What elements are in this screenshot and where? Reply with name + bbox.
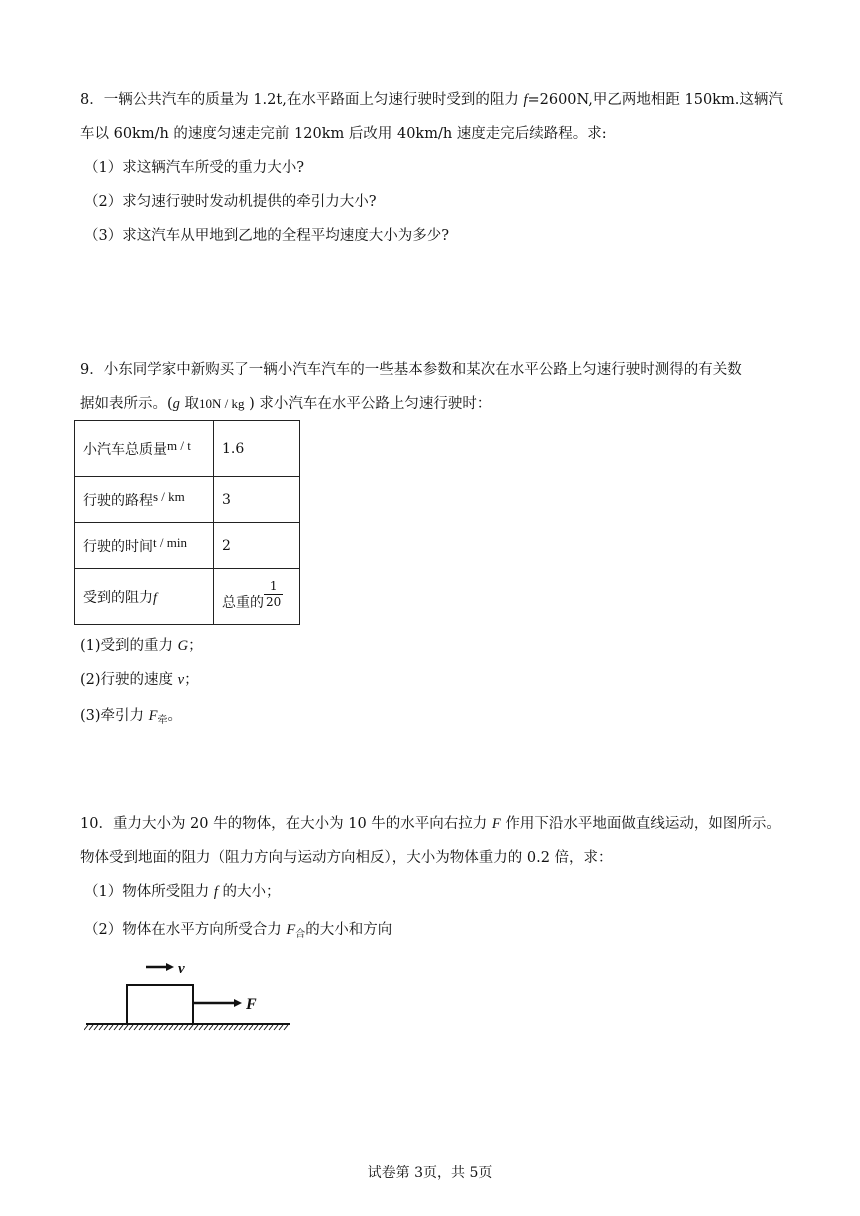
table-row (75, 421, 300, 477)
ground-hatch (189, 1025, 193, 1030)
table-unit: f (153, 590, 157, 606)
q10-line2: 物体受到地面的阻力（阻力方向与运动方向相反），大小为物体重力的 0.2 倍，求： (80, 850, 613, 866)
ground-hatch (279, 1025, 283, 1030)
ground-hatch (229, 1025, 233, 1030)
q8-sub3: （3）求这汽车从甲地到乙地的全程平均速度大小为多少? (84, 228, 449, 244)
ground-hatch (129, 1025, 133, 1030)
q10-line1: 10．重力大小为 20 牛的物体，在大小为 10 牛的水平向右拉力 F 作用下沿水平地面做直线运动，如图所示。 (80, 816, 781, 832)
ground-hatch (154, 1025, 158, 1030)
ground-hatch (124, 1025, 128, 1030)
q8-sub2: （2）求匀速行驶时发动机提供的牵引力大小? (84, 194, 377, 210)
page-footer: 试卷第 3页，共 5页 (367, 1165, 493, 1181)
table-label: 行驶的路程 (83, 492, 153, 509)
ground-hatch (114, 1025, 118, 1030)
q9-sub2: (2)行驶的速度 v； (80, 672, 199, 688)
ground-hatch (224, 1025, 228, 1030)
block-force-diagram (84, 958, 294, 1034)
ground-hatch (274, 1025, 278, 1030)
q9-line1: 9．小东同学家中新购买了一辆小汽车汽车的一些基本参数和某次在水平公路上匀速行驶时测得的有关数 (80, 362, 742, 378)
table-value: 1.6 (214, 421, 300, 477)
ground-hatch (104, 1025, 108, 1030)
ground-hatch (119, 1025, 123, 1030)
table-value-prefix: 总重的 (222, 594, 264, 611)
q8-line2: 车以 60km/h 的速度匀速走完前 120km 后改用 40km/h 速度走完后续路程。求: (80, 126, 607, 142)
ground-hatch (99, 1025, 103, 1030)
table-row (75, 523, 300, 569)
q8-sub1: （1）求这辆汽车所受的重力大小? (84, 160, 304, 176)
block (127, 985, 193, 1024)
q10-F-subscript: 合 (295, 929, 306, 940)
ground-hatch (259, 1025, 263, 1030)
q10-sub1: （1）物体所受阻力 f 的大小； (84, 884, 281, 900)
ground-hatch (199, 1025, 203, 1030)
q9-line2: 据如表所示。(g 取10N / kg ) 求小汽车在水平公路上匀速行驶时： (80, 396, 492, 412)
table-row (75, 569, 300, 625)
table-label: 受到的阻力 (83, 589, 153, 606)
table-unit: m / t (167, 437, 191, 453)
ground-hatch (249, 1025, 253, 1030)
ground-hatch (284, 1025, 288, 1030)
q10-sub2: （2）物体在水平方向所受合力 $F_合$的大小和方向 (84, 922, 393, 940)
ground-hatch (239, 1025, 243, 1030)
fraction: $\frac{1}{20}$ (266, 579, 282, 609)
F-label: F (246, 996, 257, 1013)
ground-hatch (144, 1025, 148, 1030)
force-arrow (193, 999, 242, 1007)
q8-line1: 8．一辆公共汽车的质量为 1.2t,在水平路面上匀速行驶时受到的阻力 f=2600N,甲乙两地相距 150km.这辆汽 (80, 92, 783, 108)
ground-hatch (139, 1025, 143, 1030)
ground-hatch (94, 1025, 98, 1030)
q9-g-symbol: g (172, 396, 180, 412)
ground-hatch (234, 1025, 238, 1030)
ground-hatch (134, 1025, 138, 1030)
ground-hatch (219, 1025, 223, 1030)
ground-hatch (164, 1025, 168, 1030)
table-label: 行驶的时间 (83, 538, 153, 555)
ground-hatch (214, 1025, 218, 1030)
ground-hatch (174, 1025, 178, 1030)
ground (84, 1024, 290, 1030)
ground-hatch (209, 1025, 213, 1030)
q8-f-symbol: f (523, 92, 528, 108)
q9-F-subscript: 牵 (157, 715, 168, 726)
q9-sub1: (1)受到的重力 G； (80, 638, 203, 654)
ground-hatch (269, 1025, 273, 1030)
ground-hatch (194, 1025, 198, 1030)
q9-sub3: (3)牵引力 $F_牵$。 (80, 708, 183, 726)
table-row (75, 477, 300, 523)
velocity-arrow (146, 963, 174, 971)
ground-hatch (84, 1025, 88, 1030)
ground-hatch (264, 1025, 268, 1030)
q10-F-symbol: F (491, 816, 501, 832)
ground-hatch (159, 1025, 163, 1030)
table-value: 2 (214, 523, 300, 569)
ground-hatch (109, 1025, 113, 1030)
q9-G-symbol: G (177, 638, 189, 654)
table-unit: s / km (153, 488, 185, 504)
ground-hatch (204, 1025, 208, 1030)
ground-hatch (179, 1025, 183, 1030)
ground-hatch (89, 1025, 93, 1030)
v-label: v (178, 961, 185, 977)
ground-hatch (254, 1025, 258, 1030)
table-label: 小汽车总质量 (83, 441, 167, 458)
ground-hatch (244, 1025, 248, 1030)
ground-hatch (149, 1025, 153, 1030)
q9-v-symbol: v (177, 672, 185, 688)
ground-hatch (169, 1025, 173, 1030)
ground-hatch (184, 1025, 188, 1030)
q10-f-symbol: f (213, 884, 218, 900)
q10-F-symbol: F (286, 922, 296, 938)
q9-F-symbol: F (148, 708, 158, 724)
car-spec-table (74, 420, 300, 625)
table-unit: t / min (153, 534, 187, 550)
table-value: 3 (214, 477, 300, 523)
